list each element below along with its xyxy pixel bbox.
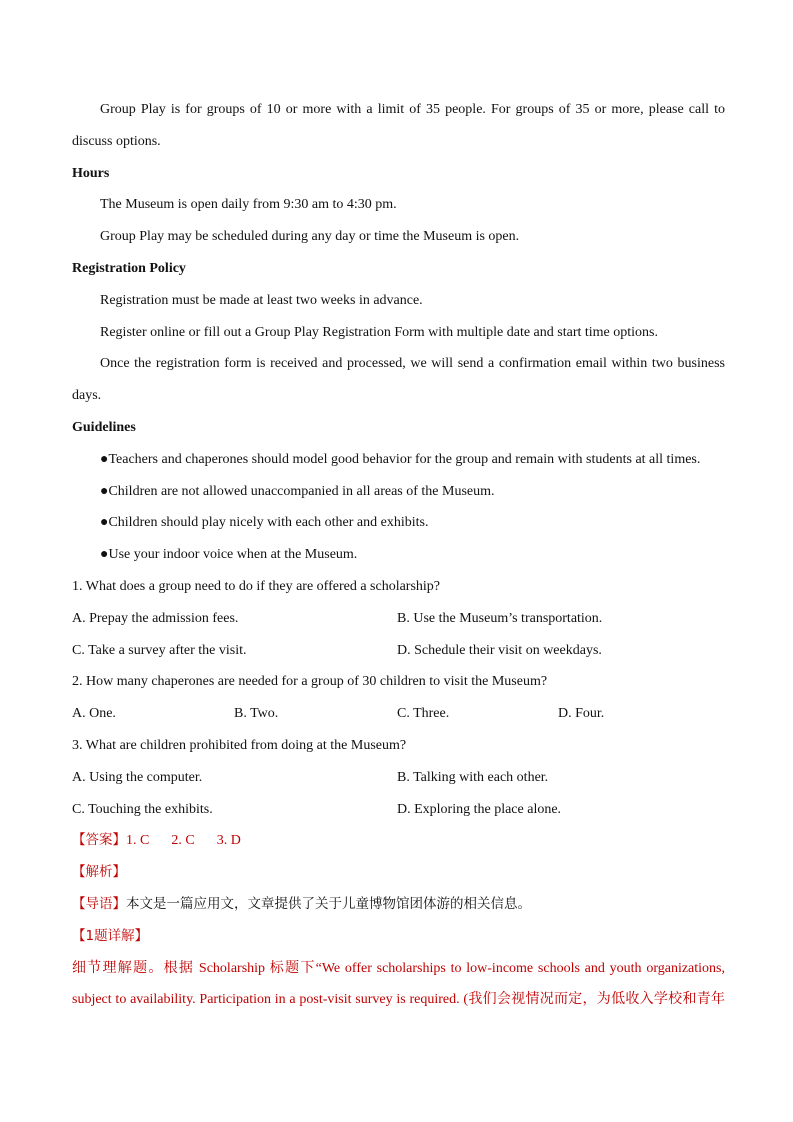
option-a: A. One. — [72, 706, 116, 722]
hours-paragraph-2: Group Play may be scheduled during any day or time the Museum is open. — [100, 229, 520, 245]
option-d: D. Schedule their visit on weekdays. — [397, 642, 602, 658]
answer-label: 【答案】 — [72, 832, 126, 849]
registration-paragraph-2: Register online or fill out a Group Play Registration Form with multiple date and start time options. — [100, 324, 658, 340]
registration-paragraph-3-line-1: Once the registration form is received and processed, we will send a confirmation email within two business — [100, 356, 725, 372]
hours-heading: Hours — [72, 165, 110, 181]
question-3-stem: 3. What are children prohibited from doing at the Museum? — [72, 737, 407, 753]
intro-line-2: discuss options. — [72, 133, 161, 149]
option-d: D. Exploring the place alone. — [397, 801, 562, 817]
intro-label: 【导语】 — [72, 895, 126, 912]
option-c: C. Take a survey after the visit. — [72, 642, 247, 658]
intro-text: 本文是一篇应用文，文章提供了关于儿童博物馆团体游的相关信息。 — [126, 895, 531, 912]
answer-2: 2. C — [171, 833, 195, 849]
option-b: B. Use the Museum’s transportation. — [397, 610, 603, 626]
guideline-item: ●Children should play nicely with each other and exhibits. — [100, 515, 429, 531]
question-1-stem: 1. What does a group need to do if they are offered a scholarship? — [72, 578, 441, 594]
option-b: B. Two. — [234, 706, 279, 722]
option-a: A. Using the computer. — [72, 769, 203, 785]
analysis-label: 【解析】 — [72, 864, 126, 881]
option-a: A. Prepay the admission fees. — [72, 610, 239, 626]
hours-paragraph-1: The Museum is open daily from 9:30 am to 4:30 pm. — [100, 197, 397, 213]
option-c: C. Three. — [397, 706, 450, 722]
question-3-options-row-1 — [72, 762, 725, 794]
answer-1: 1. C — [126, 833, 150, 849]
guideline-item: ●Use your indoor voice when at the Museum. — [100, 547, 358, 563]
question-1-detail-line-2: subject to availability. Participation in a post-visit survey is required. (我们会视情况而定，为低收入学校和青年 — [72, 992, 725, 1008]
option-b: B. Talking with each other. — [397, 769, 549, 785]
guidelines-heading: Guidelines — [72, 419, 136, 435]
option-c: C. Touching the exhibits. — [72, 801, 213, 817]
registration-paragraph-1: Registration must be made at least two weeks in advance. — [100, 292, 423, 308]
answer-3: 3. D — [216, 833, 241, 849]
question-1-options-row-1 — [72, 603, 725, 635]
registration-paragraph-3-line-2: days. — [72, 388, 102, 404]
option-d: D. Four. — [558, 706, 605, 722]
guideline-item: ●Children are not allowed unaccompanied in all areas of the Museum. — [100, 483, 495, 499]
question-1-detail-line-1: 细节理解题。根据 Scholarship 标题下“We offer scholarships to low-income schools and youth organizations, — [72, 960, 725, 976]
question-1-options-row-2 — [72, 635, 725, 667]
question-1-detail-label: 【1题详解】 — [72, 927, 149, 944]
analysis-intro — [72, 889, 725, 921]
registration-heading: Registration Policy — [72, 260, 186, 276]
document-page — [72, 94, 725, 1016]
question-2-options-row — [72, 698, 725, 730]
question-3-options-row-2 — [72, 794, 725, 826]
answer-line — [72, 825, 725, 857]
intro-line-1: Group Play is for groups of 10 or more with a limit of 35 people. For groups of 35 or more, please call to — [100, 102, 725, 117]
question-2-stem: 2. How many chaperones are needed for a group of 30 children to visit the Museum? — [72, 674, 548, 690]
guideline-item: ●Teachers and chaperones should model good behavior for the group and remain with students at all times. — [100, 451, 701, 467]
